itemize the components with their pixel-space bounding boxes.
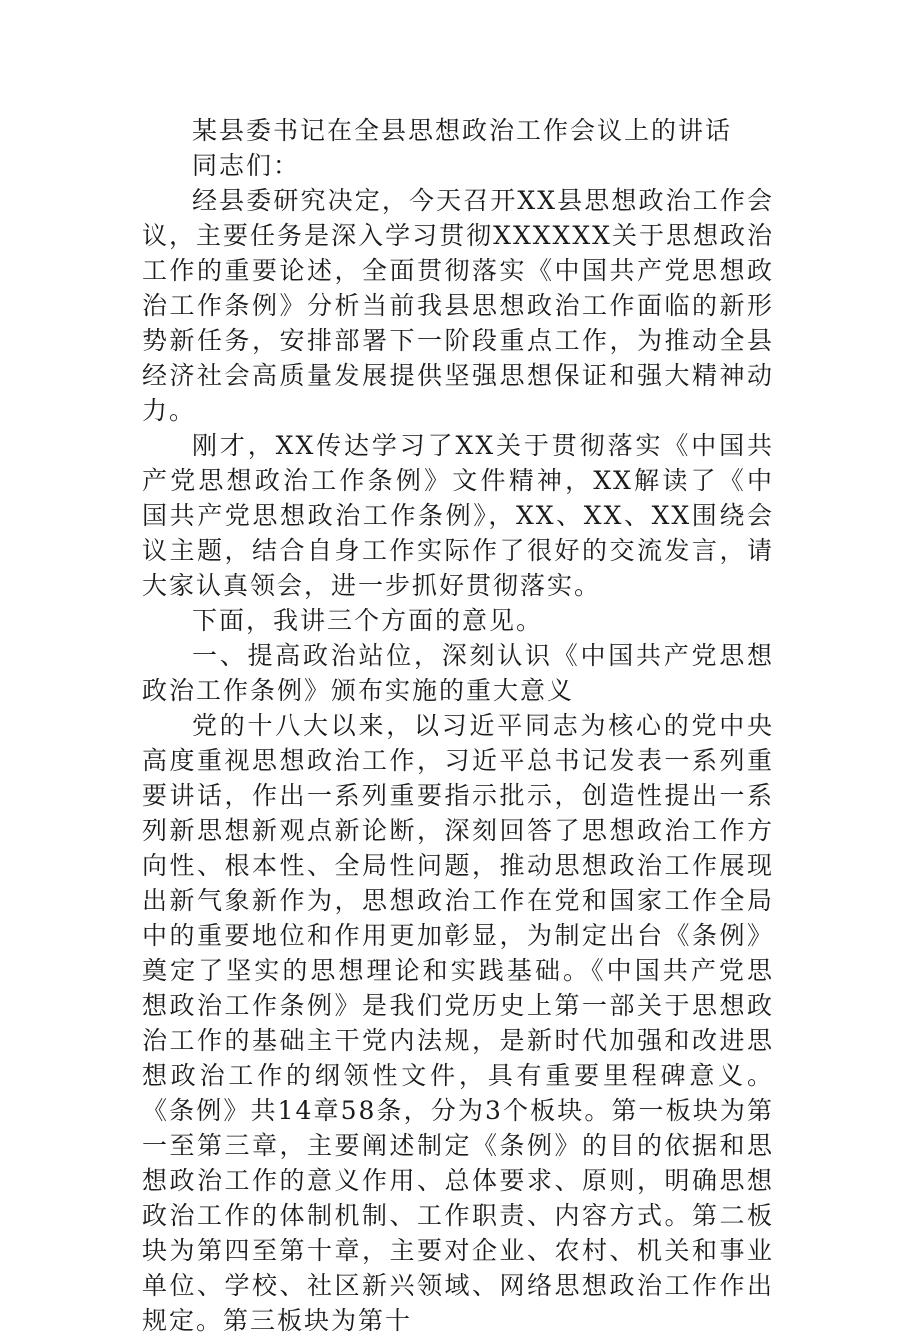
paragraph-significance: 党的十八大以来，以习近平同志为核心的党中央高度重视思想政治工作，习近平总书记发表一系列重要讲话，作出一系列重要指示批示，创造性提出一系列新思想新观点新论断，深刻回答了思想政治工作方向性、根本性、全局性问题，推动思想政治工作展现出新气象新作为，思想政治工作在党和国家工作全局中的重要地位和作用更加彰显，为制定出台《条例》奠定了坚实的思想理论和实践基础。《中国共产党思想政治工作条例》是我们党历史上第一部关于思想政治工作的基础主干党内法规，是新时代加强和改进思想政治工作的纲领性文件，具有重要里程碑意义。《条例》共14章58条，分为3个板块。第一板块为第一至第三章，主要阐述制定《条例》的目的依据和思想政治工作的意义作用、总体要求、原则，明确思想政治工作的体制机制、工作职责、内容方式。第二板块为第四至第十章，主要对企业、农村、机关和事业单位、学校、社区新兴领域、网络思想政治工作作出规定。第三板块为第十: [142, 711, 774, 1335]
paragraph-outline: 下面，我讲三个方面的意见。: [192, 606, 544, 635]
document-title: 某县委书记在全县思想政治工作会议上的讲话: [192, 116, 733, 145]
paragraph-summary: 刚才，XX传达学习了XX关于贯彻落实《中国共产党思想政治工作条例》文件精神，XX解读了《中国共产党思想政治工作条例》，XX、XX、XX围绕会议主题，结合自身工作实际作了很好的交流发言，请大家认真领会，进一步抓好贯彻落实。: [142, 431, 774, 600]
salutation: 同志们：: [192, 151, 301, 180]
paragraph-intro: 经县委研究决定，今天召开XX县思想政治工作会议，主要任务是深入学习贯彻XXXXXX关于思想政治工作的重要论述，全面贯彻落实《中国共产党思想政治工作条例》分析当前我县思想政治工作面临的新形势新任务，安排部署下一阶段重点工作，为推动全县经济社会高质量发展提供坚强思想保证和强大精神动力。: [142, 186, 774, 425]
document-body: [142, 113, 774, 1338]
section-heading-1: 一、提高政治站位，深刻认识《中国共产党思想政治工作条例》颁布实施的重大意义: [142, 641, 774, 705]
